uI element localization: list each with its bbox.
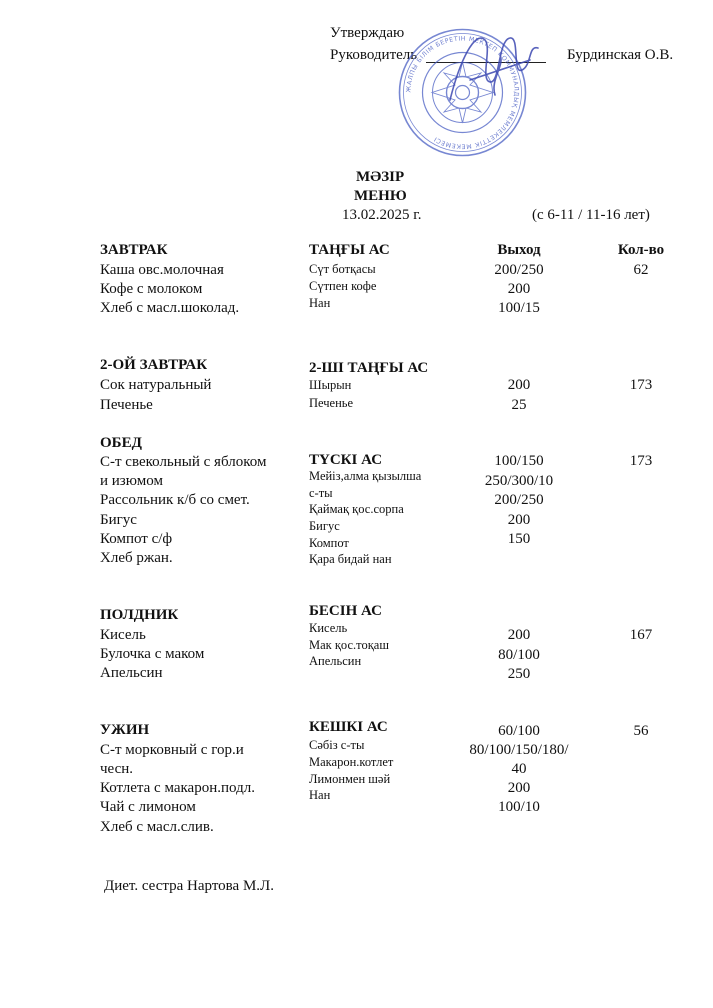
lunch-item-ru: С-т свекольный с яблоком — [100, 454, 267, 470]
lunch-output: 150 — [507, 531, 531, 547]
lunch-item-ru: Бигус — [100, 512, 137, 528]
stamp-text: ЖАЛПЫ БІЛІМ БЕРЕТІН МЕКТЕП КОММУНАЛДЫҚ МЕМЛЕКЕТТІК МЕКЕМЕСІ — [405, 35, 520, 150]
lunch-output: 250/300/10 — [484, 473, 554, 489]
breakfast-item-ru: Хлеб с масл.шоколад. — [100, 300, 240, 316]
dinner-title-ru: УЖИН — [100, 722, 150, 738]
lunch-item-ru: Рассольник к/б со смет. — [100, 492, 250, 508]
snack-item-kz: Мак қос.тоқаш — [309, 638, 389, 652]
lunch-output: 200 — [507, 512, 531, 528]
second-breakfast-item-ru: Печенье — [100, 397, 153, 413]
snack-output: 200 — [507, 627, 531, 643]
lunch-item-kz: с-ты — [309, 486, 333, 500]
signature-scribble — [440, 20, 550, 120]
snack-item-ru: Булочка с маком — [100, 646, 205, 662]
second-breakfast-qty: 173 — [629, 377, 653, 393]
breakfast-title-kz: ТАҢҒЫ АС — [309, 242, 390, 258]
second-breakfast-item-kz: Шырын — [309, 378, 352, 392]
second-breakfast-output: 200 — [507, 377, 531, 393]
title-ru: МЕНЮ — [354, 188, 407, 204]
dinner-output: 60/100 — [498, 723, 540, 739]
lunch-qty: 173 — [629, 453, 653, 469]
breakfast-output: 200 — [507, 281, 531, 297]
dinner-output: 200 — [507, 780, 531, 796]
snack-output: 250 — [507, 666, 531, 682]
lunch-output: 100/150 — [494, 453, 544, 469]
lunch-item-kz: Қаймақ қос.сорпа — [309, 502, 404, 516]
lunch-item-kz: Компот — [309, 536, 349, 550]
snack-item-ru: Апельсин — [100, 665, 163, 681]
snack-qty: 167 — [629, 627, 653, 643]
snack-item-kz: Кисель — [309, 621, 348, 635]
head-name: Бурдинская О.В. — [567, 47, 674, 63]
lunch-item-kz: Мейіз,алма қызылша — [309, 469, 422, 483]
column-qty-header: Кол-во — [617, 242, 665, 258]
lunch-output: 200/250 — [494, 492, 544, 508]
dinner-item-kz: Нан — [309, 788, 331, 802]
breakfast-output: 200/250 — [494, 262, 544, 278]
dinner-output: 40 — [511, 761, 527, 777]
dinner-item-ru: Чай с лимоном — [100, 799, 196, 815]
approve-label: Утверждаю — [330, 25, 405, 41]
lunch-item-kz: Қара бидай нан — [309, 552, 392, 566]
breakfast-item-ru: Кофе с молоком — [100, 281, 203, 297]
lunch-title-kz: ТҮСКІ АС — [309, 452, 383, 468]
lunch-item-ru: Хлеб ржан. — [100, 550, 173, 566]
dinner-item-ru: чесн. — [100, 761, 134, 777]
snack-item-ru: Кисель — [100, 627, 146, 643]
head-label: Руководитель — [330, 47, 418, 63]
second-breakfast-output: 25 — [511, 397, 527, 413]
second-breakfast-item-ru: Сок натуральный — [100, 377, 212, 393]
dinner-item-ru: С-т морковный с гор.и — [100, 742, 244, 758]
breakfast-output: 100/15 — [498, 300, 540, 316]
dinner-item-kz: Сәбіз с-ты — [309, 738, 365, 752]
breakfast-qty: 62 — [633, 262, 649, 278]
dinner-item-kz: Лимонмен шәй — [309, 772, 391, 786]
second-breakfast-title-kz: 2-ШІ ТАҢҒЫ АС — [309, 360, 429, 376]
snack-item-kz: Апельсин — [309, 654, 362, 668]
breakfast-item-ru: Каша овс.молочная — [100, 262, 224, 278]
dinner-title-kz: КЕШКІ АС — [309, 719, 388, 735]
breakfast-item-kz: Нан — [309, 296, 331, 310]
snack-title-kz: БЕСІН АС — [309, 603, 382, 619]
dinner-output: 100/10 — [498, 799, 540, 815]
breakfast-title-ru: ЗАВТРАК — [100, 242, 168, 258]
title-kz: МӘЗІР — [356, 169, 405, 185]
lunch-title-ru: ОБЕД — [100, 435, 142, 451]
lunch-item-kz: Бигус — [309, 519, 340, 533]
dinner-item-ru: Хлеб с масл.слив. — [100, 819, 214, 835]
breakfast-item-kz: Сүт ботқасы — [309, 262, 376, 276]
second-breakfast-item-kz: Печенье — [309, 396, 354, 410]
dinner-item-kz: Макарон.котлет — [309, 755, 394, 769]
diet-nurse-signature: Диет. сестра Нартова М.Л. — [104, 878, 274, 894]
breakfast-item-kz: Сүтпен кофе — [309, 279, 377, 293]
second-breakfast-title-ru: 2-ОЙ ЗАВТРАК — [100, 357, 208, 373]
dinner-output: 80/100/150/180/ — [469, 742, 569, 758]
snack-output: 80/100 — [498, 647, 540, 663]
menu-date: 13.02.2025 г. — [342, 207, 422, 223]
dinner-item-ru: Котлета с макарон.подл. — [100, 780, 255, 796]
lunch-item-ru: и изюмом — [100, 473, 163, 489]
dinner-qty: 56 — [633, 723, 649, 739]
column-output-header: Выход — [497, 242, 541, 258]
lunch-item-ru: Компот с/ф — [100, 531, 173, 547]
snack-title-ru: ПОЛДНИК — [100, 607, 179, 623]
age-range: (с 6-11 / 11-16 лет) — [532, 207, 650, 223]
